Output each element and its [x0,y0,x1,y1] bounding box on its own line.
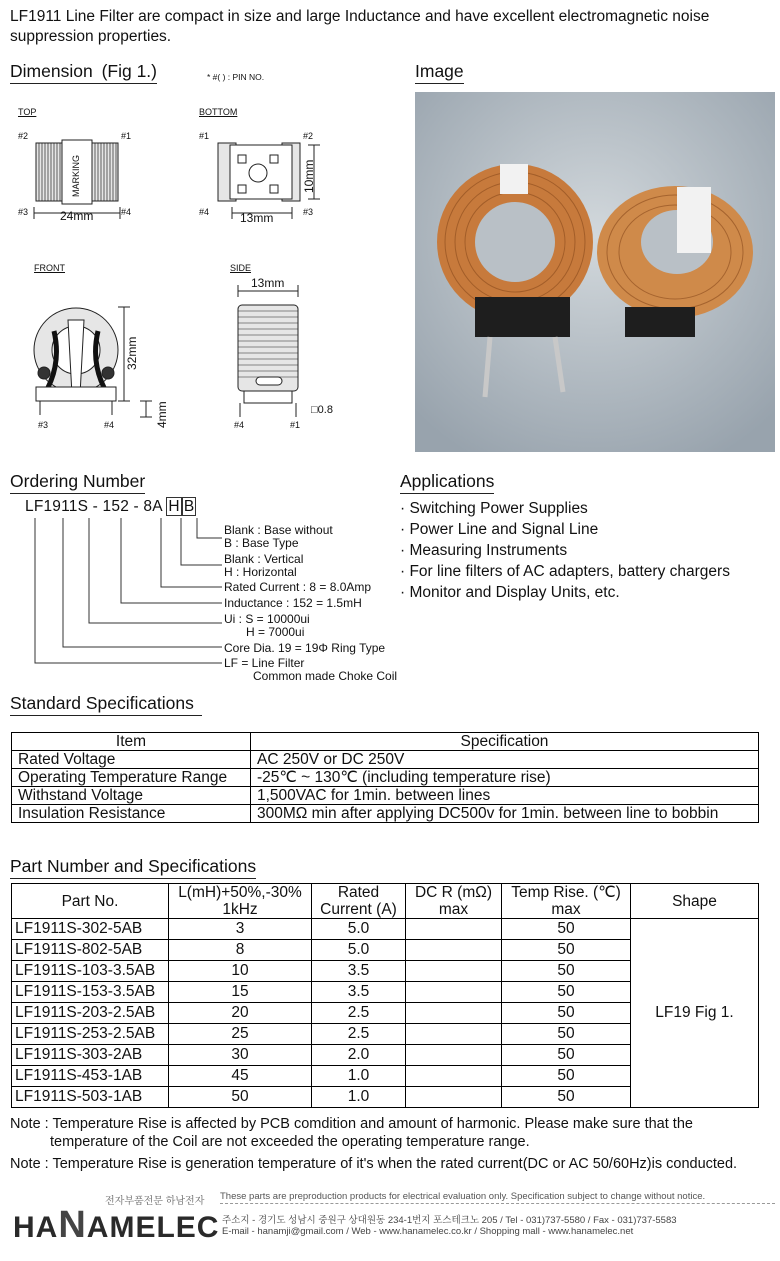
cell-dcr [406,1045,502,1066]
header-temp-line1: Temp Rise. (℃) [511,884,621,901]
header-rated-line1: Rated [337,884,380,901]
cell-temp-rise: 50 [502,982,631,1003]
cell-temp-rise: 50 [502,1003,631,1024]
header-temp-rise [502,884,631,919]
cell-part-no: LF1911S-802-5AB [12,940,169,961]
cell-temp-rise: 50 [502,1066,631,1087]
pin-note: * #( ) : PIN NO. [207,72,265,82]
cell-temp-rise: 50 [502,940,631,961]
cell-temp-rise: 50 [502,1024,631,1045]
cell-inductance: 30 [169,1045,312,1066]
spec-item: Insulation Resistance [12,805,251,823]
application-item: · Switching Power Supplies [400,500,588,517]
product-photo-illustration [415,92,775,452]
cell-rated-current: 1.0 [312,1087,406,1108]
code-series: LF1911S [25,498,89,515]
ordering-base-type: B : Base Type [224,536,299,550]
application-item: · Monitor and Display Units, etc. [400,584,620,601]
table-header-row [12,733,759,751]
cell-rated-current: 5.0 [312,940,406,961]
footer [10,1190,775,1250]
ordering-inductance: Inductance : 152 = 1.5mH [224,596,362,610]
table-row [12,805,759,823]
header-part-no: Part No. [12,884,169,919]
cell-inductance: 10 [169,961,312,982]
contact-info: E-mail - hanamji@gmail.com / Web - www.hanamelec.co.kr / Shopping mall - www.hanamelec.net [222,1226,634,1237]
logo-text-n: N [58,1204,87,1246]
cell-temp-rise: 50 [502,961,631,982]
ordering-rated-current: Rated Current : 8 = 8.0Amp [224,580,372,594]
note-2 [10,1155,778,1173]
ordering-choke-coil: Common made Choke Coil [253,669,398,683]
ordering-line-filter: LF = Line Filter [224,656,305,670]
image-title: Image [415,61,464,84]
disclaimer: These parts are preproduction products for electrical evaluation only. Specification subject to change without notice. [220,1191,775,1204]
header-dcr-line1: DC R (mΩ) [414,884,492,901]
cell-rated-current: 2.5 [312,1003,406,1024]
korean-tagline: 전자부품전문 하남전자 [105,1196,205,1207]
cell-part-no: LF1911S-303-2AB [12,1045,169,1066]
table-row [12,769,759,787]
parts-table [11,883,759,1108]
table-row [12,751,759,769]
header-dcr-line2: max [438,901,469,918]
top-pin-2: #2 [18,131,29,141]
cell-inductance: 3 [169,919,312,940]
cell-part-no: LF1911S-203-2.5AB [12,1003,169,1024]
product-photo [415,92,775,452]
spec-item: Withstand Voltage [12,787,251,805]
side-pin-size: □0.8 [311,404,333,416]
side-view-drawing [238,285,298,417]
top-width-dim: 24mm [60,209,94,223]
spec-value: 1,500VAC for 1min. between lines [251,787,759,805]
address: 주소지 - 경기도 성남시 중원구 상대원동 234-1번지 포스테크노 205 / Tel - 031)737-5580 / Fax - 031)737-5583 [222,1215,677,1226]
spec-item: Rated Voltage [12,751,251,769]
front-view-label: FRONT [34,263,65,273]
side-view-label: SIDE [230,263,252,273]
ordering-code [25,498,196,516]
cell-part-no: LF1911S-153-3.5AB [12,982,169,1003]
side-pin-1: #1 [290,420,301,430]
dimension-title [10,61,157,84]
bottom-pin-2: #2 [303,131,314,141]
note-2-label: Note : [10,1156,49,1172]
spec-value: 300MΩ min after applying DC500v for 1min. between line to bobbin [251,805,759,823]
bottom-width-dim: 13mm [240,211,274,225]
side-width-dim: 13mm [251,276,285,290]
cell-part-no: LF1911S-503-1AB [12,1087,169,1108]
cell-part-no: LF1911S-302-5AB [12,919,169,940]
bottom-pin-1: #1 [199,131,210,141]
cell-temp-rise: 50 [502,1045,631,1066]
top-pin-4: #4 [121,207,132,217]
note-2-text: Temperature Rise is generation temperature of it's when the rated current(DC or AC 50/60Hz)is conducted. [52,1156,738,1172]
cell-inductance: 8 [169,940,312,961]
note-1 [10,1115,775,1151]
ordering-horizontal: H : Horizontal [224,565,297,579]
note-1-label: Note : [10,1116,49,1132]
top-pin-1: #1 [121,131,132,141]
table-row [12,787,759,805]
header-inductance [169,884,312,919]
cell-dcr [406,919,502,940]
standard-spec-table [11,732,759,823]
cell-rated-current: 3.5 [312,961,406,982]
header-temp-line2: max [551,901,581,918]
header-inductance-line2: 1kHz [222,901,258,918]
code-sep-1: - [88,498,103,515]
table-header-row [12,884,759,919]
dimension-fig: (Fig 1.) [101,61,157,81]
code-inductance: 152 [102,498,130,515]
top-view-label: TOP [18,107,37,117]
header-shape: Shape [631,884,759,919]
cell-rated-current: 3.5 [312,982,406,1003]
header-rated-current [312,884,406,919]
bottom-view-label: BOTTOM [199,107,238,117]
cell-rated-current: 2.5 [312,1024,406,1045]
cell-shape: LF19 Fig 1. [631,919,759,1108]
application-item: · Power Line and Signal Line [400,521,599,538]
applications-list [400,498,730,603]
note-1-text-cont: temperature of the Coil are not exceeded the operating temperature range. [50,1134,530,1150]
bottom-pin-4: #4 [199,207,210,217]
front-height-dim: 32mm [125,336,139,370]
cell-rated-current: 2.0 [312,1045,406,1066]
cell-inductance: 50 [169,1087,312,1108]
header-rated-line2: Current (A) [320,901,397,918]
front-pin-4: #4 [104,420,115,430]
bottom-pin-3: #3 [303,207,314,217]
dimension-title-text: Dimension [10,61,93,81]
cell-dcr [406,961,502,982]
logo-text-ha: HA [13,1211,59,1244]
cell-inductance: 15 [169,982,312,1003]
code-sep-2: - [129,498,144,515]
table-row [12,919,759,940]
cell-dcr [406,1087,502,1108]
cell-part-no: LF1911S-103-3.5AB [12,961,169,982]
logo-text-amelec: AMELEC [86,1211,220,1244]
cell-dcr [406,1003,502,1024]
ordering-title: Ordering Number [10,471,145,494]
ordering-ui-s: Ui : S = 10000ui [224,612,310,626]
company-logo [13,1204,219,1247]
cell-inductance: 45 [169,1066,312,1087]
header-item: Item [12,733,251,751]
cell-part-no: LF1911S-253-2.5AB [12,1024,169,1045]
cell-dcr [406,940,502,961]
top-marking-label: MARKING [71,154,81,197]
cell-part-no: LF1911S-453-1AB [12,1066,169,1087]
ordering-ui-h: H = 7000ui [246,625,305,639]
front-lead-dim: 4mm [155,401,169,428]
note-1-text: Temperature Rise is affected by PCB comdition and amount of harmonic. Please make sure that the [52,1116,693,1132]
side-pin-4: #4 [234,420,245,430]
intro-text: LF1911 Line Filter are compact in size and large Inductance and have excellent electromagnetic noise suppression properties. [10,8,710,45]
application-item: · Measuring Instruments [400,542,568,559]
code-base: B [183,498,195,515]
standard-title: Standard Specifications [10,693,202,716]
parts-title: Part Number and Specifications [10,856,256,879]
header-dcr [406,884,502,919]
ordering-vertical: Blank : Vertical [224,552,304,566]
cell-rated-current: 5.0 [312,919,406,940]
spec-value: -25℃ ~ 130℃ (including temperature rise) [251,769,759,787]
applications-title: Applications [400,471,494,494]
ordering-core-dia: Core Dia. 19 = 19Φ Ring Type [224,641,386,655]
spec-item: Operating Temperature Range [12,769,251,787]
cell-rated-current: 1.0 [312,1066,406,1087]
cell-inductance: 25 [169,1024,312,1045]
front-pin-3: #3 [38,420,49,430]
cell-dcr [406,982,502,1003]
top-pin-3: #3 [18,207,29,217]
cell-temp-rise: 50 [502,1087,631,1108]
code-direction: H [168,498,180,515]
cell-dcr [406,1024,502,1045]
spec-value: AC 250V or DC 250V [251,751,759,769]
bottom-height-dim: 10mm [302,159,316,193]
header-specification: Specification [251,733,759,751]
ordering-base-without: Blank : Base without [224,523,333,537]
ordering-leader-lines [0,515,230,670]
header-inductance-line1: L(mH)+50%,-30% [178,884,302,901]
code-current: 8A [143,498,162,515]
cell-inductance: 20 [169,1003,312,1024]
cell-temp-rise: 50 [502,919,631,940]
cell-dcr [406,1066,502,1087]
application-item: · For line filters of AC adapters, battery chargers [400,563,730,580]
